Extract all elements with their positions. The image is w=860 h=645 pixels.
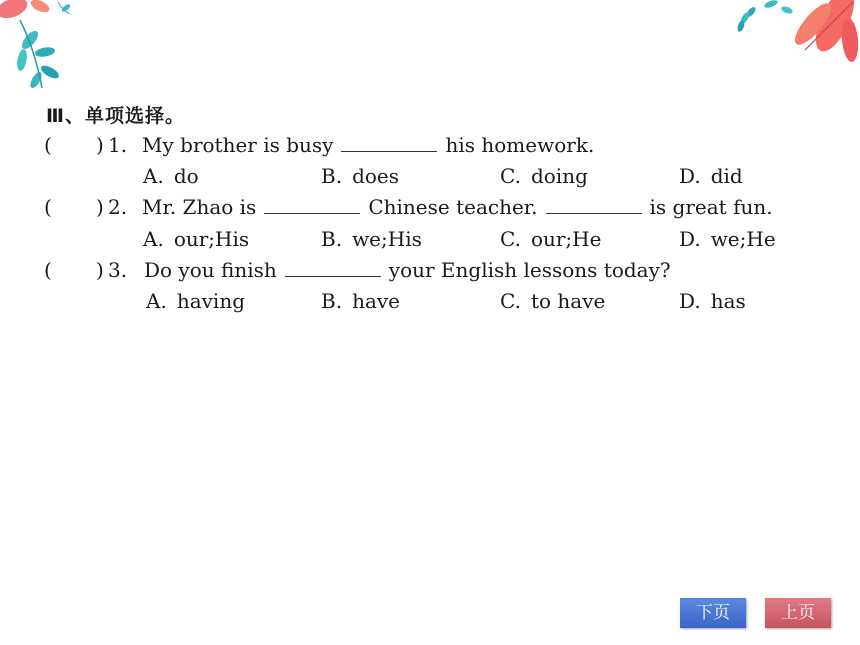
option-letter: B. xyxy=(321,227,343,251)
option-text: our;His xyxy=(173,227,250,251)
answer-paren-close: ) xyxy=(96,195,104,219)
option-d[interactable] xyxy=(679,287,746,315)
option-a[interactable] xyxy=(146,287,245,315)
option-d[interactable] xyxy=(679,225,776,253)
option-letter: A. xyxy=(143,164,164,188)
option-c[interactable] xyxy=(500,162,588,190)
answer-paren-open: ( xyxy=(44,258,52,282)
option-text: our;He xyxy=(530,227,602,251)
answer-paren-open: ( xyxy=(44,133,52,157)
option-letter: D. xyxy=(679,289,701,313)
question-text-before: Do you finish xyxy=(144,258,277,282)
option-letter: B. xyxy=(321,289,343,313)
answer-paren-close: ) xyxy=(96,258,104,282)
option-letter: C. xyxy=(500,164,521,188)
option-letter: A. xyxy=(146,289,167,313)
next-page-button[interactable]: 下页 xyxy=(680,598,746,628)
question-number: 3. xyxy=(108,258,128,282)
option-text: we;His xyxy=(352,227,422,251)
section-title: Ⅲ、单项选择。 xyxy=(46,105,185,127)
option-text: have xyxy=(352,289,401,313)
question-number: 1. xyxy=(108,133,128,157)
option-text: does xyxy=(352,164,400,188)
answer-blank[interactable] xyxy=(285,256,381,277)
option-text: did xyxy=(710,164,743,188)
option-letter: D. xyxy=(679,164,701,188)
answer-blank[interactable] xyxy=(546,193,642,214)
leaf-decoration-icon xyxy=(0,0,90,95)
option-text: doing xyxy=(530,164,588,188)
option-d[interactable] xyxy=(679,162,743,190)
answer-paren-close: ) xyxy=(96,133,104,157)
question-text xyxy=(142,193,773,221)
option-text: we;He xyxy=(710,227,776,251)
option-b[interactable] xyxy=(321,225,422,253)
answer-blank[interactable] xyxy=(264,193,360,214)
question-text-after: is great fun. xyxy=(649,195,773,219)
option-c[interactable] xyxy=(500,287,605,315)
option-text: having xyxy=(176,289,245,313)
option-b[interactable] xyxy=(321,162,399,190)
question-text-after: your English lessons today? xyxy=(388,258,671,282)
option-letter: C. xyxy=(500,227,521,251)
option-letter: C. xyxy=(500,289,521,313)
option-a[interactable] xyxy=(143,225,249,253)
question-text-after: his homework. xyxy=(445,133,595,157)
question-number: 2. xyxy=(108,195,128,219)
leaf-decoration-icon xyxy=(735,0,860,70)
question-text-before: My brother is busy xyxy=(142,133,334,157)
option-b[interactable] xyxy=(321,287,400,315)
option-letter: D. xyxy=(679,227,701,251)
option-letter: A. xyxy=(143,227,164,251)
previous-page-button[interactable]: 上页 xyxy=(765,598,831,628)
answer-blank[interactable] xyxy=(341,131,437,152)
option-text: has xyxy=(710,289,746,313)
question-text xyxy=(142,131,594,159)
question-text-before: Mr. Zhao is xyxy=(142,195,257,219)
option-text: do xyxy=(173,164,199,188)
option-a[interactable] xyxy=(143,162,199,190)
question-text xyxy=(144,256,671,284)
answer-paren-open: ( xyxy=(44,195,52,219)
option-letter: B. xyxy=(321,164,343,188)
option-c[interactable] xyxy=(500,225,601,253)
question-text-middle: Chinese teacher. xyxy=(368,195,538,219)
option-text: to have xyxy=(530,289,606,313)
